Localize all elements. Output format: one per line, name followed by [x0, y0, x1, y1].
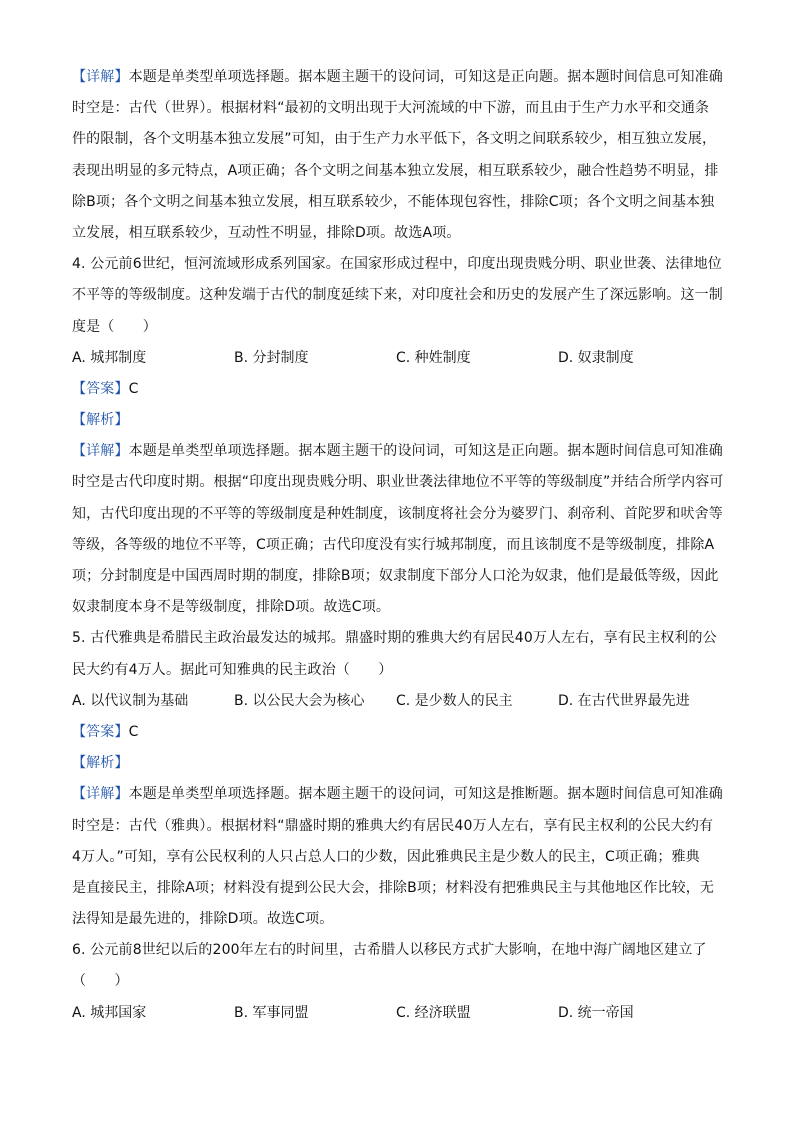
- q5-answer: [72, 717, 722, 748]
- detail-tag: 【详解】: [72, 443, 129, 460]
- q5-stem-line-2: 民大约有4万人。据此可知雅典的民主政治（ ）: [72, 661, 393, 678]
- detail-tag: 【详解】: [72, 69, 129, 85]
- q4-option-a: A. 城邦制度: [72, 349, 147, 366]
- q5-option-a: A. 以代议制为基础: [72, 692, 189, 709]
- q3-detail-line-5: 除B项；各个文明之间基本独立发展，相互联系较少，不能体现包容性，排除C项；各个文明之间基本独: [72, 193, 715, 210]
- q3-detail-line-2: 时空是：古代（世界）。根据材料“最初的文明出现于大河流域的中下游，而且由于生产力水平和交通条: [72, 100, 710, 117]
- q5-option-b: B. 以公民大会为核心: [234, 692, 365, 709]
- q4-detail-line-2: 时空是古代印度时期。根据“印度出现贵贱分明、职业世袭法律地位不平等的等级制度”并结合所学内容可: [72, 474, 724, 491]
- q3-detail-line-4: 表现出明显的多元特点，A项正确；各个文明之间基本独立发展，相互联系较少，融合性趋势不明显，排: [72, 162, 719, 179]
- q4-option-b: B. 分封制度: [234, 349, 309, 366]
- q3-detail-line-3: 件的限制，各个文明基本独立发展”可知，由于生产力水平低下，各文明之间联系较少，相互独立发展，: [72, 131, 717, 148]
- detail-tag: 【详解】: [72, 786, 129, 803]
- q5-detail-line-3: 4万人。”可知，享有公民权利的人只占总人口的少数，因此雅典民主是少数人的民主，C项正确；雅典: [72, 848, 700, 865]
- answer-value: C: [128, 380, 139, 397]
- q4-detail-line-3: 知，古代印度出现的不平等的等级制度是种姓制度，该制度将社会分为婆罗门、刹帝利、首陀罗和吠舍等: [72, 505, 723, 522]
- answer-value: C: [128, 723, 139, 740]
- q4-option-c: C. 种姓制度: [396, 349, 471, 366]
- q5-option-d: D. 在古代世界最先进: [558, 692, 690, 709]
- analysis-tag: 【解析】: [72, 755, 129, 772]
- analysis-tag: 【解析】: [72, 412, 129, 429]
- q3-detail-line-1: 【详解】本题是单类型单项选择题。据本题主题干的设问词，可知这是正向题。据本题时间信息可知准确: [72, 69, 723, 85]
- q5-stem-line-1: 5. 古代雅典是希腊民主政治最发达的城邦。鼎盛时期的雅典大约有居民40万人左右，享有民主权利的公: [72, 630, 717, 647]
- q4-stem-line-2: 不平等的等级制度。这种发端于古代的制度延续下来，对印度社会和历史的发展产生了深远影响。这一制: [72, 287, 723, 304]
- document-page: [72, 62, 722, 1029]
- q4-options: [72, 343, 722, 374]
- q4-stem-line-1: 4. 公元前6世纪，恒河流域形成系列国家。在国家形成过程中，印度出现贵贱分明、职业世袭、法律地位: [72, 256, 722, 273]
- q4-detail-line-1: 【详解】本题是单类型单项选择题。据本题主题干的设问词，可知这是正向题。据本题时间信息可知准确: [72, 443, 723, 460]
- q5-analysis-heading: [72, 748, 722, 779]
- q6-stem-line-2: （ ）: [72, 973, 129, 990]
- q6-options: [72, 998, 722, 1029]
- q4-detail-line-5: 项；分封制度是中国西周时期的制度，排除B项；奴隶制度下部分人口沦为奴隶，他们是最低等级，因此: [72, 568, 719, 584]
- q5-option-c: C. 是少数人的民主: [396, 692, 513, 709]
- q4-analysis-heading: [72, 405, 722, 436]
- q6-option-d: D. 统一帝国: [558, 1004, 634, 1021]
- q6-option-c: C. 经济联盟: [396, 1004, 471, 1021]
- q5-detail-line-5: 法得知是最先进的，排除D项。故选C项。: [72, 911, 334, 928]
- q4-detail-line-6: 奴隶制度本身不是等级制度，排除D项。故选C项。: [72, 599, 391, 616]
- q5-detail-line-4: 是直接民主，排除A项；材料没有提到公民大会，排除B项；材料没有把雅典民主与其他地区作比较，无: [72, 879, 715, 896]
- q5-detail-line-1: 【详解】本题是单类型单项选择题。据本题主题干的设问词，可知这是推断题。据本题时间信息可知准确: [72, 786, 723, 803]
- q3-detail-line-6: 立发展，相互联系较少，互动性不明显，排除D项。故选A项。: [72, 224, 461, 241]
- q4-detail-line-4: 等级，各等级的地位不平等，C项正确；古代印度没有实行城邦制度，而且该制度不是等级制度，排除A: [72, 536, 715, 553]
- q4-answer: [72, 374, 722, 405]
- q4-stem-line-3: 度是（ ）: [72, 318, 157, 335]
- answer-tag: 【答案】: [72, 380, 129, 397]
- q6-option-a: A. 城邦国家: [72, 1004, 147, 1021]
- q6-stem-line-1: 6. 公元前8世纪以后的200年左右的时间里，古希腊人以移民方式扩大影响，在地中海广阔地区建立了: [72, 942, 707, 959]
- q5-detail-line-2: 时空是：古代（雅典）。根据材料“鼎盛时期的雅典大约有居民40万人左右，享有民主权利的公民大约有: [72, 817, 714, 834]
- q5-options: [72, 686, 722, 717]
- answer-tag: 【答案】: [72, 723, 129, 740]
- q6-option-b: B. 军事同盟: [234, 1004, 309, 1021]
- q4-option-d: D. 奴隶制度: [558, 349, 634, 366]
